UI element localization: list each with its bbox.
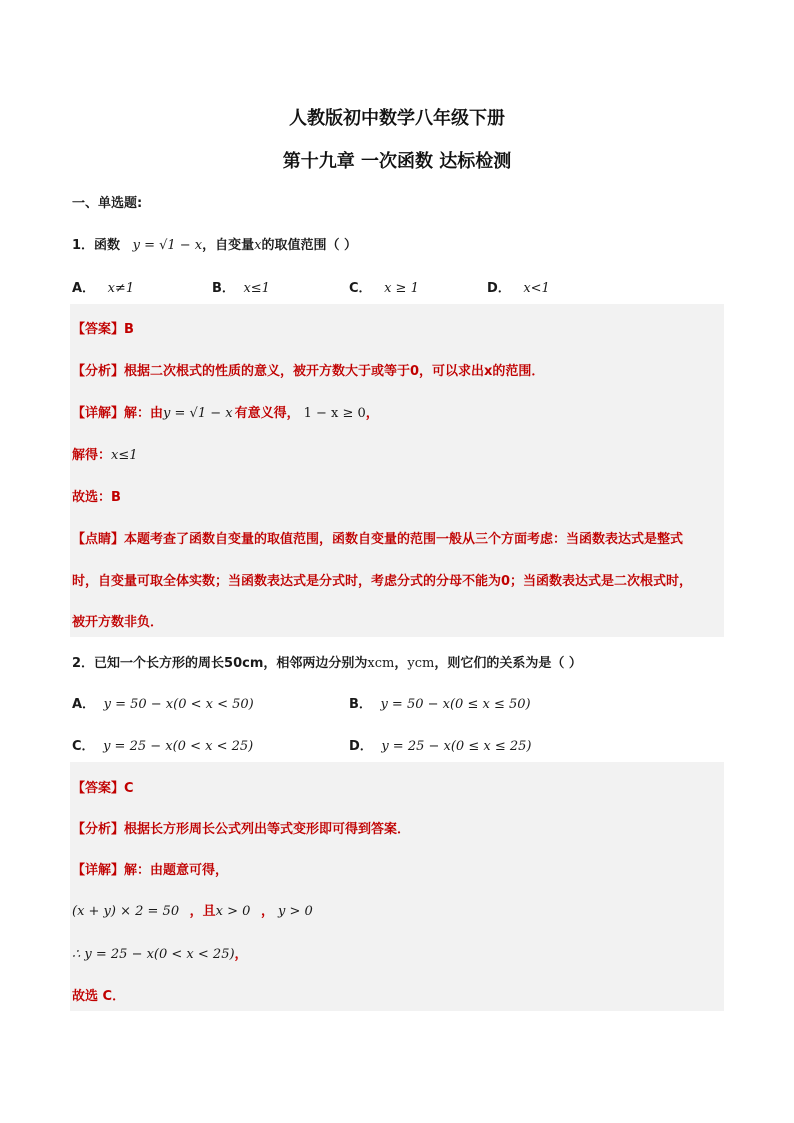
option-a [72,277,134,296]
question-number: 1． [72,238,95,253]
solve-label: 解得： [72,448,112,463]
perimeter-equation: (x + y) × 2 = 50 [72,904,180,919]
option-label: C． [72,739,95,754]
function-formula: y = √1 − x [132,238,203,253]
option-label: B． [349,697,372,712]
and-text: ，且 [189,904,216,919]
option-a [72,693,254,712]
option-value: x≤1 [243,281,270,296]
answer-1: 【答案】B [72,322,134,337]
option-value: y = 50 − x(0 ≤ x ≤ 50) [380,697,531,712]
question-text: 函数 [94,238,121,253]
unit-y: ycm [407,656,435,671]
condition-x: x > 0 [215,904,251,919]
option-label: C． [349,281,372,296]
analysis-1: 【分析】根据二次根式的性质的意义，被开方数大于或等于0，可以求出x的范围． [72,364,545,379]
option-value: x ≥ 1 [384,281,419,296]
detail-label: 【详解】 [72,863,125,878]
option-value: y = 25 − x(0 ≤ x ≤ 25) [381,739,532,754]
comment-1-line-1: 【点睛】本题考查了函数自变量的取值范围，函数自变量的范围一般从三个方面考虑：当函数表达式是整式 [72,532,684,547]
option-value: x≠1 [107,281,135,296]
question-text: 的取值范围（ ） [261,238,358,253]
document-title: 人教版初中数学八年级下册 [289,108,505,129]
detail-2 [72,859,228,878]
separator: ， [394,656,408,671]
detail-1 [72,402,379,421]
separator: ， [260,904,274,919]
question-2-stem [72,652,582,671]
option-label: A． [72,697,96,712]
unit-x: xcm [367,656,395,671]
chapter-title: 第十九章 一次函数 达标检测 [282,151,512,172]
option-label: A． [72,281,96,296]
detail-text: 有意义得， [234,406,300,421]
equation-line [72,900,313,919]
option-value: x<1 [523,281,550,296]
option-b [349,693,531,712]
option-value: y = 50 − x(0 < x < 50) [103,697,254,712]
option-c [72,735,253,754]
detail-formula: y = √1 − x [163,406,233,421]
answer-box-2 [70,762,724,1011]
variable: x [254,238,262,253]
choice-2: 故选 C． [72,989,126,1004]
analysis-2: 【分析】根据长方形周长公式列出等式变形即可得到答案． [72,822,411,837]
result-equation: ∴ y = 25 − x(0 < x < 25) [72,947,235,962]
option-c [349,277,419,296]
solve-value: x≤1 [111,448,138,463]
option-value: y = 25 − x(0 < x < 25) [103,739,254,754]
answer-2: 【答案】C [72,781,134,796]
question-number: 2． [72,656,95,671]
option-label: D． [487,281,511,296]
question-text: 已知一个长方形的周长50cm，相邻两边分别为 [94,656,368,671]
detail-condition: 1 − x ≥ 0 [303,406,366,421]
therefore-line [72,943,248,962]
option-b [212,277,270,296]
option-label: B． [212,281,235,296]
question-1-stem [72,234,357,253]
option-d [349,735,531,754]
detail-text: ， [365,406,379,421]
option-d [487,277,550,296]
comment-1-line-2: 时，自变量可取全体实数；当函数表达式是分式时，考虑分式的分母不能为0；当函数表达式是二次根式时， [72,574,693,589]
option-label: D． [349,739,373,754]
solve-1 [72,444,138,463]
separator: ， [234,947,248,962]
detail-label: 【详解】 [72,406,125,421]
comment-1-line-3: 被开方数非负． [72,615,164,630]
choice-1: 故选：B [72,490,121,505]
question-text: ，自变量 [202,238,255,253]
detail-text: 解：由 [124,406,164,421]
condition-y: y > 0 [277,904,313,919]
section-heading: 一、单选题: [72,196,143,211]
question-text: ，则它们的关系为是（ ） [434,656,582,671]
detail-text: 解：由题意可得， [124,863,229,878]
